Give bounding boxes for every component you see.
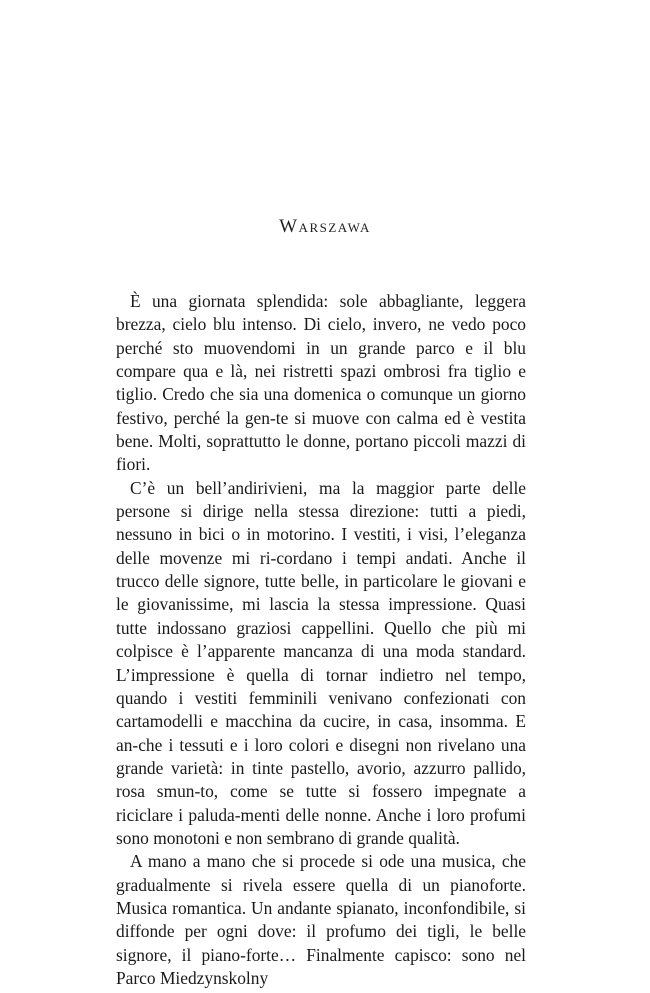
paragraph-3: A mano a mano che si procede si ode una musica, che gradualmente si rivela essere quella di un pianoforte. Musica romantica. Un andante spianato, inconfondibile, si diffonde per ogni dove: il profumo dei tigli, le belle signore, il piano-forte… Finalmente capisco: sono nel Parco Miedzynskolny [116, 851, 526, 988]
chapter-title: Warszawa [279, 216, 371, 237]
chapter-body [116, 290, 526, 990]
paragraph-1: È una giornata splendida: sole abbagliante, leggera brezza, cielo blu intenso. Di cielo, invero, ne vedo poco perché sto muovendomi in un grande parco e il blu compare qua e là, nei ristretti spazi ombrosi fra tiglio e tiglio. Credo che sia una domenica o comunque un giorno festivo, perché la gen-te si muove con calma ed è vestita bene. Molti, soprattutto le donne, portano piccoli mazzi di fiori. [116, 291, 526, 475]
paragraph-2: C’è un bell’andirivieni, ma la maggior parte delle persone si dirige nella stessa direzione: tutti a piedi, nessuno in bici o in motorino. I vestiti, i visi, l’eleganza delle movenze mi ri-cordano i tempi andati. Anche il trucco delle signore, tutte belle, in particolare le giovani e le giovanissime, mi lascia la stessa impressione. Quasi tutte indossano graziosi cappellini. Quello che più mi colpisce è l’apparente mancanza di una moda standard. L’impressione è quella di tornar indietro nel tempo, quando i vestiti femminili venivano confezionati con cartamodelli e macchina da cucire, in casa, insomma. E an-che i tessuti e i loro colori e disegni non rivelano una grande varietà: in tinte pastello, avorio, azzurro pallido, rosa smun-to, come se tutte si fossero impegnate a riciclare i paluda-menti delle nonne. Anche i loro profumi sono monotoni e non sembrano di grande qualità. [116, 477, 526, 848]
